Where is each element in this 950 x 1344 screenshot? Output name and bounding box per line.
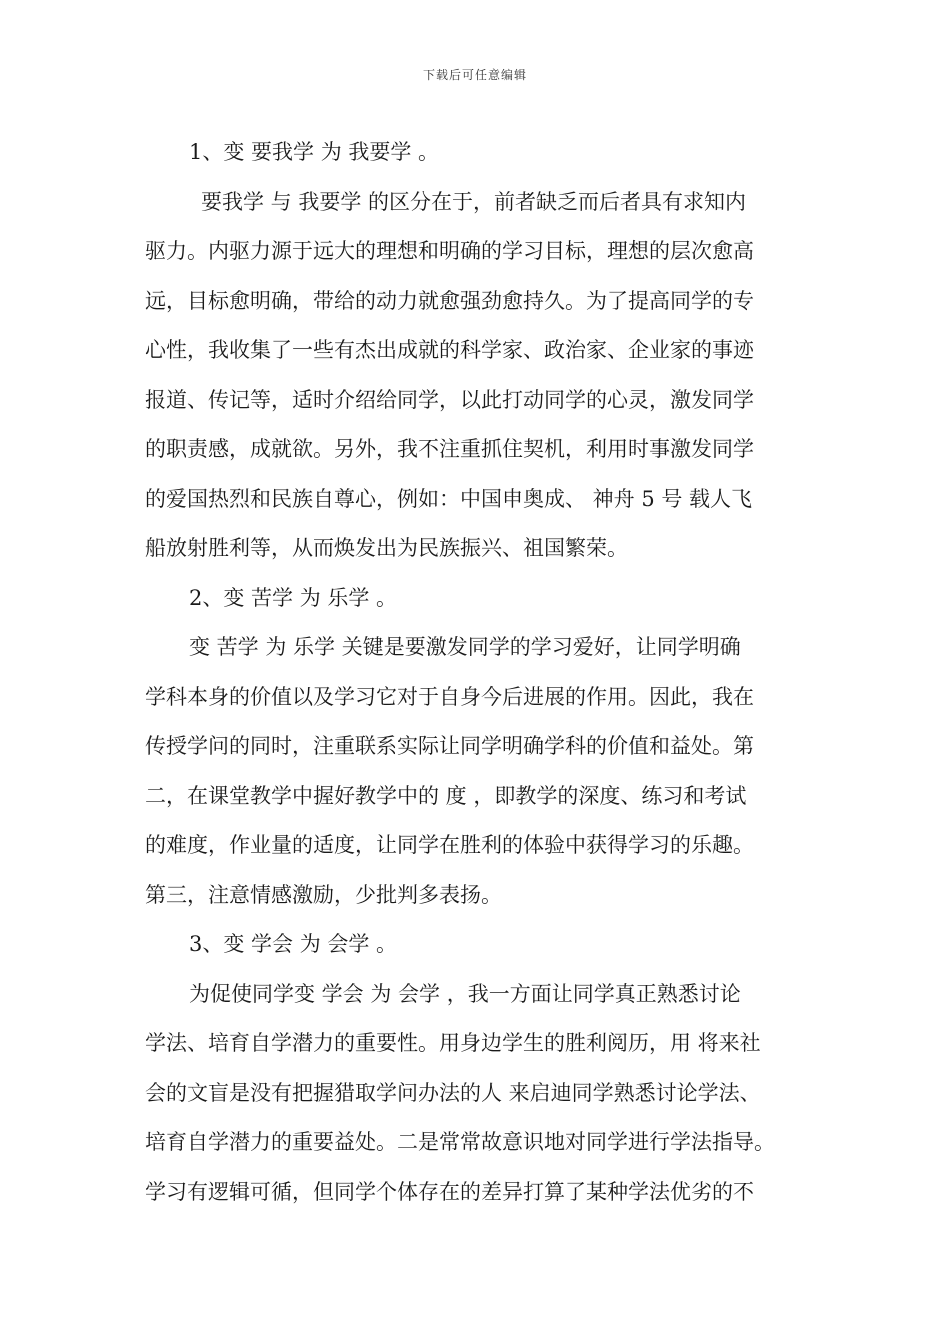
text-line: 二，在课堂教学中握好教学中的 度 ，即教学的深度、练习和考试 xyxy=(145,783,747,808)
page-header: 下载后可任意编辑 xyxy=(422,68,527,82)
text-line: 3、变 学会 为 会学 。 xyxy=(189,932,398,956)
text-line: 培育自学潜力的重要益处。二是常常故意识地对同学进行学法指导。 xyxy=(145,1130,775,1154)
text-line: 为促使同学变 学会 为 会学 ，我一方面让同学真正熟悉讨论 xyxy=(189,981,741,1006)
text-line: 驱力。内驱力源于远大的理想和明确的学习目标，理想的层次愈高 xyxy=(145,239,754,263)
text-line: 报道、传记等，适时介绍给同学，以此打动同学的心灵，激发同学 xyxy=(145,387,754,412)
text-line: 的职责感，成就欲。另外，我不注重抓住契机，利用时事激发同学 xyxy=(145,437,754,461)
text-line: 船放射胜利等，从而焕发出为民族振兴、祖国繁荣。 xyxy=(145,536,628,560)
text-line: 2、变 苦学 为 乐学 。 xyxy=(189,585,398,610)
text-line: 要我学 与 我要学 的区分在于，前者缺乏而后者具有求知内 xyxy=(201,189,747,214)
text-line: 变 苦学 为 乐学 关键是要激发同学的学习爱好，让同学明确 xyxy=(189,635,741,659)
text-line: 的爱国热烈和民族自尊心，例如：中国申奥成、 神舟 5 号 载人飞 xyxy=(145,486,753,511)
document-body xyxy=(145,128,825,1217)
text-line: 第三，注意情感激励，少批判多表扬。 xyxy=(145,882,502,907)
text-line: 学科本身的价值以及学习它对于自身今后进展的作用。因此，我在 xyxy=(145,684,754,709)
text-line: 远，目标愈明确，带给的动力就愈强劲愈持久。为了提高同学的专 xyxy=(145,288,754,313)
text-line: 传授学问的同时，注重联系实际让同学明确学科的价值和益处。第 xyxy=(145,734,754,758)
text-line: 心性，我收集了一些有杰出成就的科学家、政治家、企业家的事迹 xyxy=(145,338,754,362)
text-line: 1、变 要我学 为 我要学 。 xyxy=(189,140,440,164)
text-line: 学习有逻辑可循，但同学个体存在的差异打算了某种学法优劣的不 xyxy=(145,1179,754,1204)
text-line: 学法、培育自学潜力的重要性。用身边学生的胜利阅历，用 将来社 xyxy=(145,1031,761,1055)
text-line: 会的文盲是没有把握猎取学问办法的人 来启迪同学熟悉讨论学法、 xyxy=(145,1080,761,1105)
text-line: 的难度，作业量的适度，让同学在胜利的体验中获得学习的乐趣。 xyxy=(145,833,754,857)
